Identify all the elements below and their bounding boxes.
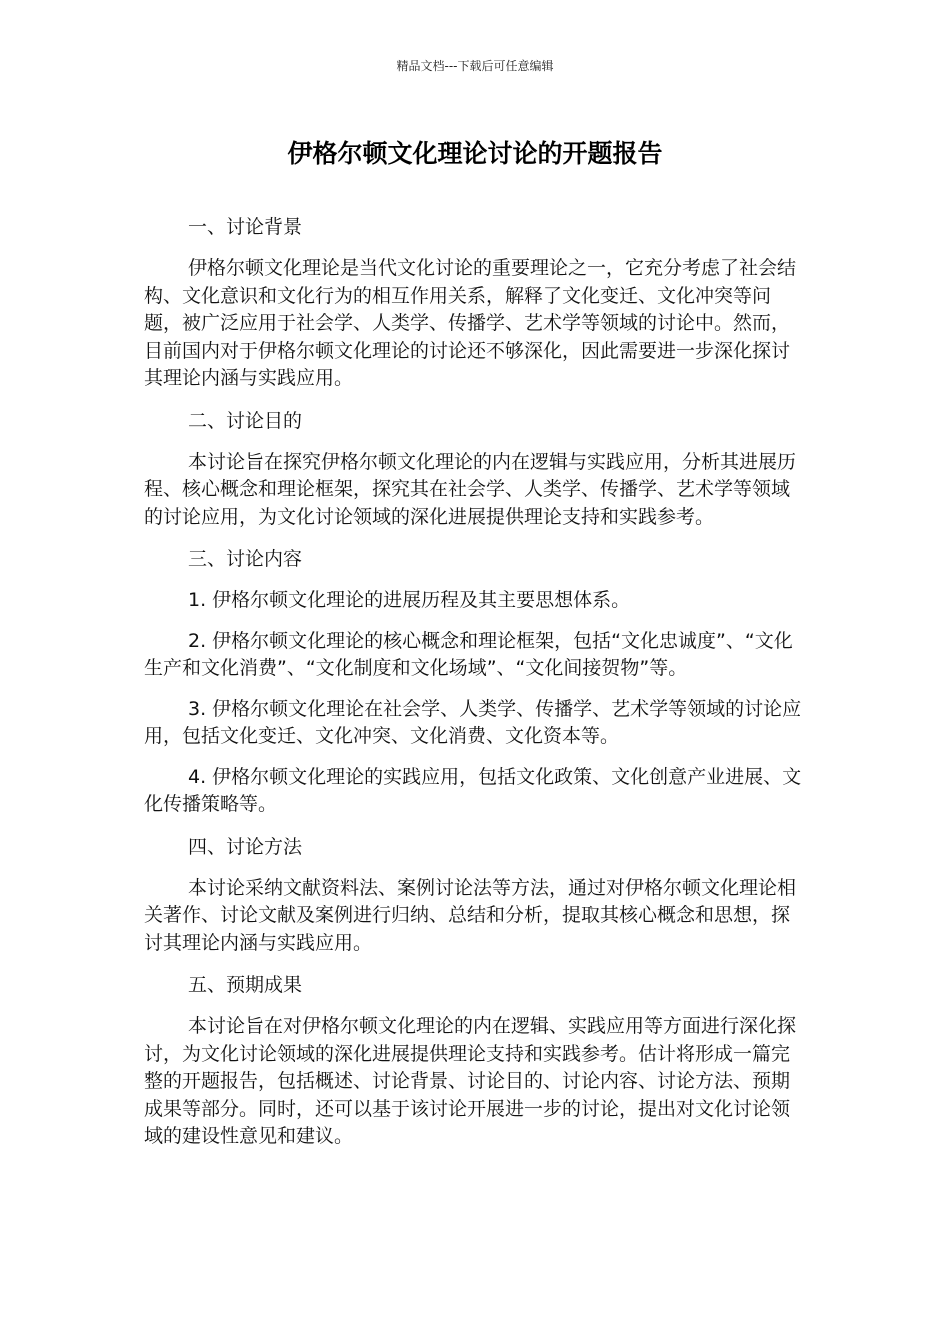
header-note: 精品文档---下载后可任意编辑 [396, 59, 554, 73]
paragraph-results: 本讨论旨在对伊格尔顿文化理论的内在逻辑、实践应用等方面进行深化探讨，为文化讨论领域的深化进展提供理论支持和实践参考。估计将形成一篇完整的开题报告，包括概述、讨论背景、讨论目的、讨论内容、讨论方法、预期成果等部分。同时，还可以基于该讨论开展进一步的讨论，提出对文化讨论领域的建设性意见和建议。 [144, 1015, 797, 1147]
paragraph-purpose: 本讨论旨在探究伊格尔顿文化理论的内在逻辑与实践应用，分析其进展历程、核心概念和理论框架，探究其在社会学、人类学、传播学、艺术学等领域的讨论应用，为文化讨论领域的深化进展提供理论支持和实践参考。 [144, 450, 797, 528]
section-heading-purpose: 二、讨论目的 [188, 409, 303, 432]
content-item-4: 4. 伊格尔顿文化理论的实践应用，包括文化政策、文化创意产业进展、文化传播策略等。 [144, 765, 802, 815]
paragraph-method: 本讨论采纳文献资料法、案例讨论法等方法，通过对伊格尔顿文化理论相关著作、讨论文献及案例进行归纳、总结和分析，提取其核心概念和思想，探讨其理论内涵与实践应用。 [144, 876, 797, 954]
paragraph-background: 伊格尔顿文化理论是当代文化讨论的重要理论之一，它充分考虑了社会结构、文化意识和文化行为的相互作用关系，解释了文化变迁、文化冲突等问题，被广泛应用于社会学、人类学、传播学、艺术学等领域的讨论中。然而，目前国内对于伊格尔顿文化理论的讨论还不够深化，因此需要进一步深化探讨其理论内涵与实践应用。 [144, 257, 797, 389]
section-heading-content: 三、讨论内容 [188, 548, 303, 570]
content-item-2: 2. 伊格尔顿文化理论的核心概念和理论框架，包括“文化忠诚度”、“文化生产和文化消费”、“文化制度和文化场域”、“文化间接贺物”等。 [144, 629, 793, 679]
document-body [144, 212, 804, 1164]
content-item-3: 3. 伊格尔顿文化理论在社会学、人类学、传播学、艺术学等领域的讨论应用，包括文化变迁、文化冲突、文化消费、文化资本等。 [144, 697, 802, 747]
section-heading-method: 四、讨论方法 [188, 835, 303, 858]
section-heading-results: 五、预期成果 [188, 974, 303, 996]
section-heading-background: 一、讨论背景 [188, 216, 303, 238]
content-item-1: 1. 伊格尔顿文化理论的进展历程及其主要思想体系。 [188, 589, 631, 611]
document-title: 伊格尔顿文化理论讨论的开题报告 [287, 139, 663, 168]
